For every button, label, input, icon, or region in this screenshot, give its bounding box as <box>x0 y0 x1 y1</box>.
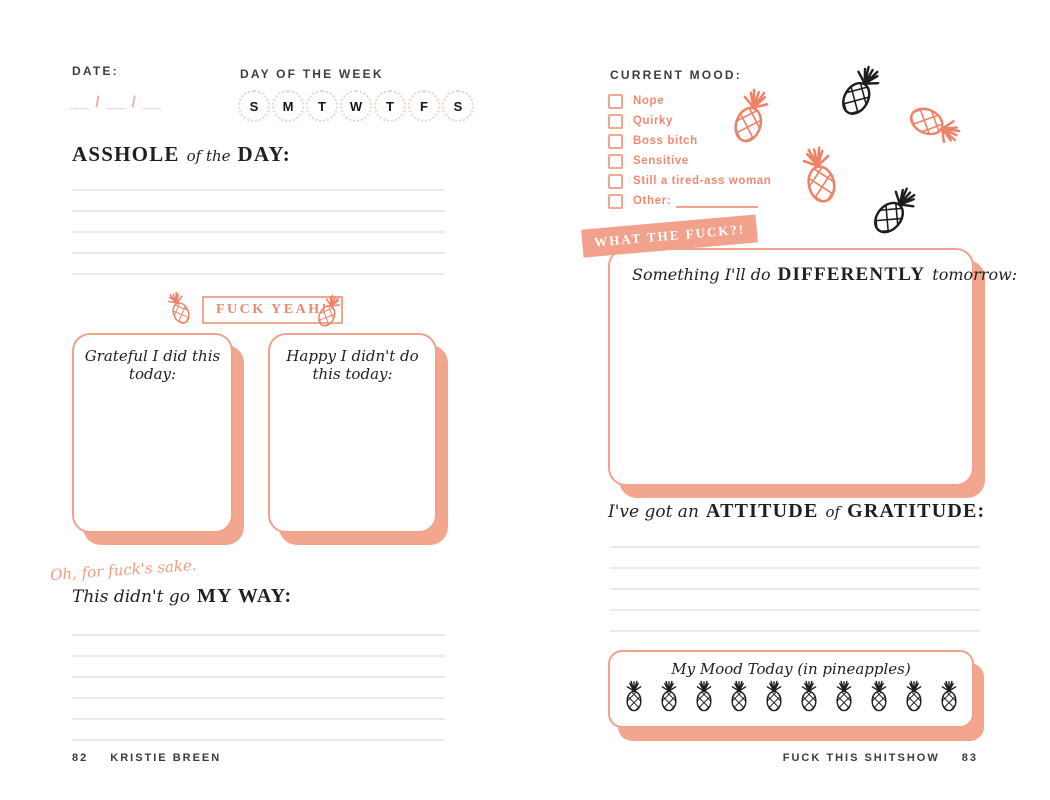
page-number: 82 <box>72 752 89 764</box>
differently-box[interactable] <box>608 248 1018 486</box>
mood-option <box>608 171 771 191</box>
date-placeholder[interactable]: __ / __ / __ <box>70 94 163 111</box>
pineapple-icon <box>832 59 889 123</box>
mood-option <box>608 191 771 211</box>
mood-today-title: My Mood Today (in pineapples) <box>671 660 911 678</box>
day-of-week-label: DAY OF THE WEEK <box>240 67 384 81</box>
my-way-writing-lines <box>72 615 445 741</box>
heading-serif: DIFFERENTLY <box>777 264 926 285</box>
heading-script: of the <box>186 147 231 165</box>
mood-pineapple-row <box>610 680 972 712</box>
day-circles <box>238 90 474 122</box>
ruled-line <box>610 569 980 590</box>
mood-today-box <box>608 650 974 728</box>
ruled-line <box>72 657 445 678</box>
fucks-sake-note: Oh, for fuck's sake. <box>49 555 198 585</box>
ruled-line <box>72 636 445 657</box>
heading-serif: MY WAY: <box>197 585 293 607</box>
grateful-box-title: Grateful I did this today: <box>84 347 221 383</box>
pineapple-icon[interactable] <box>729 680 749 712</box>
right-page <box>525 0 1050 800</box>
heading-serif: ASSHOLE <box>72 142 180 166</box>
pineapple-icon <box>795 143 843 207</box>
mood-checkbox[interactable] <box>608 154 623 169</box>
heading-script: This didn't go <box>72 587 191 607</box>
pineapple-icon[interactable] <box>904 680 924 712</box>
pineapple-icon[interactable] <box>659 680 679 712</box>
mood-checkbox[interactable] <box>608 114 623 129</box>
happy-box-title: Happy I didn't do this today: <box>286 347 419 383</box>
my-way-heading <box>72 585 292 608</box>
mood-option-label: Boss bitch <box>633 135 698 147</box>
author-name: KRISTIE BREEN <box>110 752 222 764</box>
ruled-line <box>72 212 445 233</box>
pineapple-icon[interactable] <box>834 680 854 712</box>
day-circle-S[interactable]: S <box>442 90 474 122</box>
mood-option-label: Still a tired-ass woman <box>633 175 772 187</box>
mood-option <box>608 151 771 171</box>
pineapple-icon[interactable] <box>799 680 819 712</box>
ruled-line <box>72 615 445 636</box>
pineapple-icon <box>864 179 926 243</box>
ruled-line <box>610 590 980 611</box>
ruled-line <box>72 699 445 720</box>
day-circle-T[interactable]: T <box>306 90 338 122</box>
pineapple-icon <box>903 98 967 153</box>
pineapple-icon[interactable] <box>869 680 889 712</box>
right-footer <box>783 752 978 764</box>
book-title: FUCK THIS SHITSHOW <box>782 752 940 764</box>
mood-checkbox[interactable] <box>608 134 623 149</box>
date-label: DATE: <box>72 64 119 78</box>
ruled-line <box>72 233 445 254</box>
pineapple-icon[interactable] <box>624 680 644 712</box>
heading-script: I've got an <box>608 502 699 522</box>
heading-script: of <box>825 503 841 521</box>
grateful-box[interactable] <box>72 333 233 533</box>
pineapple-icon[interactable] <box>939 680 959 712</box>
pineapple-icon[interactable] <box>764 680 784 712</box>
mood-checkbox[interactable] <box>608 194 623 209</box>
ruled-line <box>610 527 980 548</box>
page-number: 83 <box>961 752 978 764</box>
asshole-of-the-day-heading <box>72 142 291 167</box>
ruled-line <box>610 548 980 569</box>
happy-box[interactable] <box>268 333 437 533</box>
current-mood-label: CURRENT MOOD: <box>610 68 742 82</box>
heading-serif: GRATITUDE: <box>847 500 986 522</box>
day-circle-W[interactable]: W <box>340 90 372 122</box>
differently-box-title <box>632 264 1018 286</box>
mood-checkbox[interactable] <box>608 174 623 189</box>
left-footer <box>72 752 221 764</box>
ruled-line <box>72 720 445 741</box>
fuck-yeah-badge: FUCK YEAH! <box>202 296 343 324</box>
mood-option-label: Nope <box>633 95 665 107</box>
heading-serif: DAY: <box>237 142 291 166</box>
mood-option-label: Other: <box>633 195 672 207</box>
attitude-writing-lines <box>610 527 980 632</box>
ruled-line <box>610 611 980 632</box>
heading-serif: ATTITUDE <box>705 500 819 522</box>
pineapple-icon[interactable] <box>694 680 714 712</box>
heading-script: Something I'll do <box>632 265 771 284</box>
what-the-fuck-badge: WHAT THE FUCK?! <box>581 214 758 257</box>
pineapple-icon <box>162 288 195 328</box>
ruled-line <box>72 191 445 212</box>
day-circle-F[interactable]: F <box>408 90 440 122</box>
ruled-line <box>72 254 445 275</box>
mood-checkbox[interactable] <box>608 94 623 109</box>
mood-option-label: Quirky <box>633 115 674 127</box>
asshole-writing-lines <box>72 170 445 275</box>
mood-option-label: Sensitive <box>633 155 689 167</box>
day-circle-S[interactable]: S <box>238 90 270 122</box>
heading-script: tomorrow: <box>932 265 1018 284</box>
ruled-line <box>72 170 445 191</box>
ruled-line <box>72 678 445 699</box>
attitude-heading <box>608 500 985 523</box>
other-write-line[interactable] <box>676 194 758 208</box>
day-circle-M[interactable]: M <box>272 90 304 122</box>
day-circle-T[interactable]: T <box>374 90 406 122</box>
